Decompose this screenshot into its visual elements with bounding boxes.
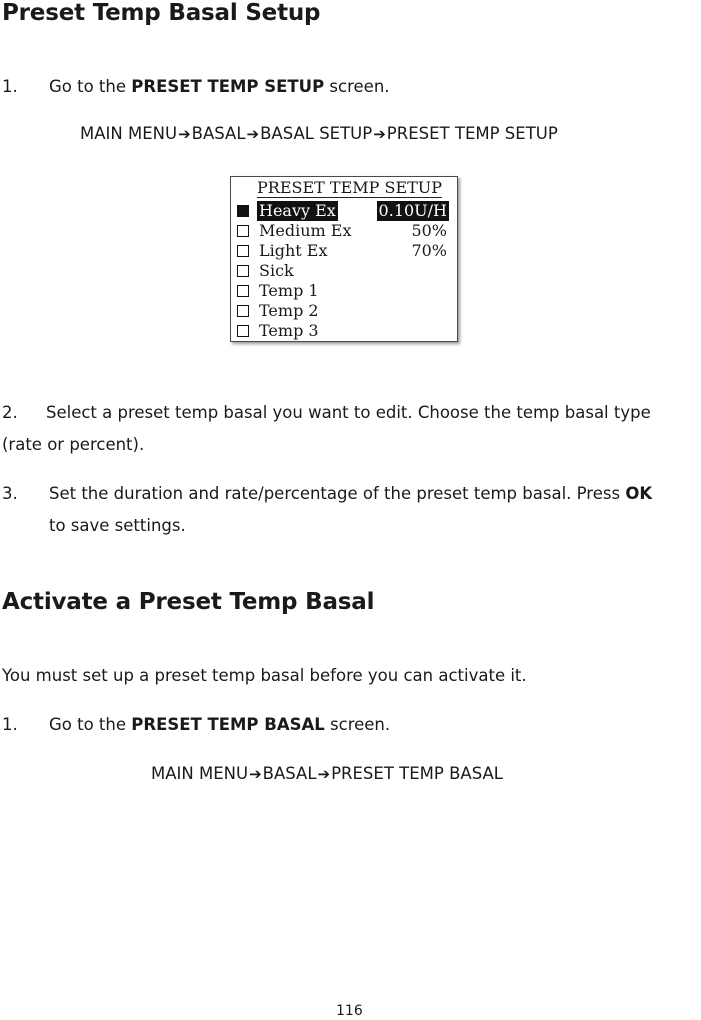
- checkbox-icon: [237, 325, 249, 337]
- preset-name: Sick: [259, 261, 294, 280]
- arrow-right-icon: ➔: [249, 765, 262, 783]
- preset-value: 50%: [411, 221, 447, 240]
- step-number: 1.: [2, 715, 18, 734]
- checkbox-icon: [237, 265, 249, 277]
- preset-row-sick[interactable]: [237, 261, 451, 281]
- preset-row-temp-3[interactable]: [237, 321, 451, 341]
- preset-value: 0.10U/H: [378, 201, 447, 220]
- checkbox-icon: [237, 245, 249, 257]
- section-title-activate: Activate a Preset Temp Basal: [2, 589, 375, 615]
- step-text-line1: Set the duration and rate/percentage of the preset temp basal. Press OK: [49, 484, 653, 503]
- preset-name: Temp 1: [259, 281, 319, 300]
- preset-row-medium-ex[interactable]: [237, 221, 451, 241]
- section-title-preset-setup: Preset Temp Basal Setup: [2, 0, 321, 26]
- device-screen: [230, 176, 458, 342]
- page-number: 116: [336, 1003, 363, 1019]
- checkbox-icon: [237, 225, 249, 237]
- preset-name: Medium Ex: [259, 221, 352, 240]
- checkbox-icon: [237, 305, 249, 317]
- preset-row-temp-2[interactable]: [237, 301, 451, 321]
- preset-name: Temp 3: [259, 321, 319, 340]
- menu-path-activate: MAIN MENU➔BASAL➔PRESET TEMP BASAL: [151, 764, 503, 783]
- step-text-line2: to save settings.: [49, 516, 186, 535]
- step-text-line1: Select a preset temp basal you want to edit. Choose the temp basal type: [46, 403, 651, 422]
- preset-row-light-ex[interactable]: [237, 241, 451, 261]
- step-text-line2: (rate or percent).: [2, 435, 145, 454]
- arrow-right-icon: ➔: [373, 125, 386, 143]
- arrow-right-icon: ➔: [317, 765, 331, 783]
- step-number: 1.: [2, 77, 18, 96]
- screen-title: PRESET TEMP SETUP: [257, 178, 443, 197]
- step-number: 2.: [2, 403, 18, 422]
- checkbox-icon: [237, 205, 249, 217]
- preset-value: 70%: [411, 241, 447, 260]
- menu-path: MAIN MENU➔BASAL➔BASAL SETUP➔PRESET TEMP SETUP: [80, 124, 558, 143]
- intro-text: You must set up a preset temp basal before you can activate it.: [2, 666, 527, 685]
- arrow-right-icon: ➔: [178, 125, 191, 143]
- preset-name: Light Ex: [259, 241, 328, 260]
- preset-name: Temp 2: [259, 301, 319, 320]
- preset-row-temp-1[interactable]: [237, 281, 451, 301]
- arrow-right-icon: ➔: [246, 125, 260, 143]
- step-number: 3.: [2, 484, 18, 503]
- preset-name: Heavy Ex: [259, 201, 336, 220]
- step-text: Go to the PRESET TEMP SETUP screen.: [49, 77, 390, 96]
- preset-row-heavy-ex[interactable]: [237, 201, 451, 221]
- step-text: Go to the PRESET TEMP BASAL screen.: [49, 715, 391, 734]
- checkbox-icon: [237, 285, 249, 297]
